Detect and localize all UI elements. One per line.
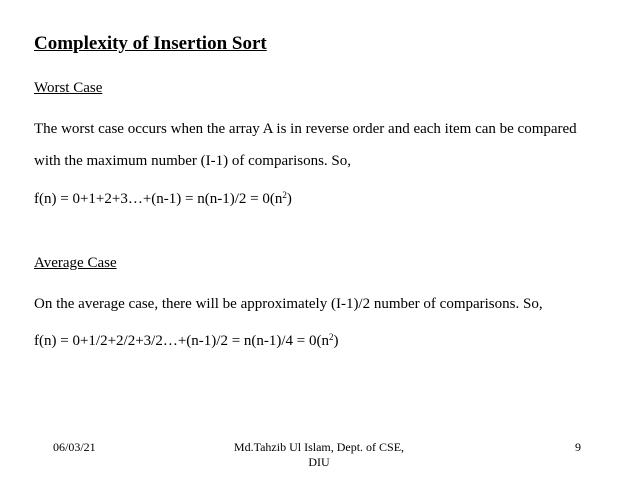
- slide-title: Complexity of Insertion Sort: [34, 33, 267, 54]
- footer-author-line-2: DIU: [308, 455, 330, 469]
- average-case-formula-close: ): [333, 333, 339, 349]
- average-case-text-line-1: On the average case, there will be approximately (I-1)/2 number of comparisons. So,: [34, 296, 543, 312]
- footer-author: [210, 440, 428, 470]
- average-case-heading: Average Case: [34, 255, 117, 271]
- average-case-formula: [34, 333, 339, 350]
- worst-case-formula: [34, 191, 292, 208]
- footer-date: 06/03/21: [53, 440, 96, 454]
- worst-case-text-line-1: The worst case occurs when the array A is in reverse order and each item can be compared: [34, 121, 577, 137]
- average-case-formula-exponent: 2: [329, 332, 334, 342]
- average-case-formula-main: f(n) = 0+1/2+2/2+3/2…+(n-1)/2 = n(n-1)/4 = 0(n: [34, 333, 330, 349]
- worst-case-heading: Worst Case: [34, 80, 103, 96]
- worst-case-formula-exponent: 2: [282, 190, 287, 200]
- footer-author-line-1: Md.Tahzib Ul Islam, Dept. of CSE,: [233, 440, 405, 454]
- footer-page-number: 9: [575, 440, 581, 454]
- worst-case-formula-close: ): [286, 191, 292, 207]
- worst-case-formula-main: f(n) = 0+1+2+3…+(n-1) = n(n-1)/2 = 0(n: [34, 191, 283, 207]
- worst-case-text-line-2: with the maximum number (I-1) of comparisons. So,: [34, 153, 352, 169]
